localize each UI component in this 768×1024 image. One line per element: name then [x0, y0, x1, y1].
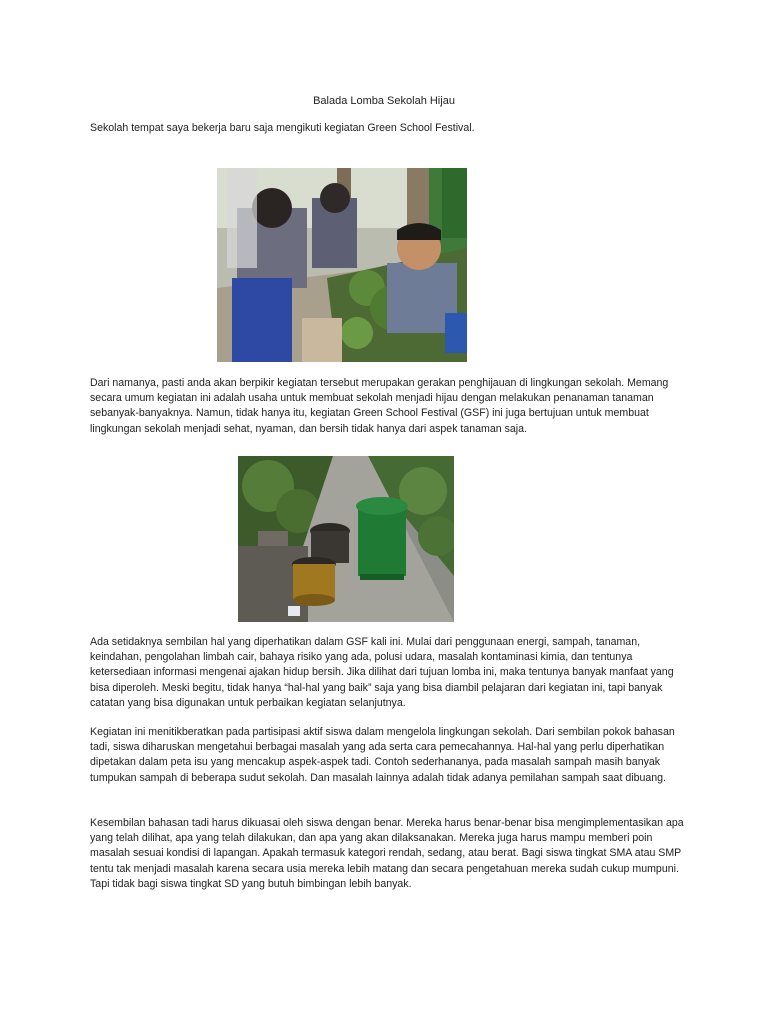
- students-planting-photo: [217, 168, 467, 362]
- paragraph-1: Dari namanya, pasti anda akan berpikir kegiatan tersebut merupakan gerakan penghijauan di lingkungan sekolah. Memang secara umum kegiatan ini adalah usaha untuk membuat sekolah menjadi hijau dengan melakukan penanaman tanaman sebanyak-banyaknya. Namun, tidak hanya itu, kegiatan Green School Festival (GSF) ini juga bertujuan untuk membuat lingkungan sekolah menjadi sehat, nyaman, dan bersih tidak hanya dari aspek tanaman saja.: [90, 377, 669, 435]
- paragraph-2: Ada setidaknya sembilan hal yang diperhatikan dalam GSF kali ini. Mulai dari penggunaan energi, sampah, tanaman, keindahan, pengolahan limbah cair, bahaya risiko yang ada, polusi udara, masalah kontaminasi kimia, dan tentunya ketersediaan informasi mengenai ajakan hidup bersih. Jika dilihat dari tujuan lomba ini, maka tentunya banyak manfaat yang bisa diperoleh. Meski begitu, tidak hanya “hal-hal yang baik” saja yang bisa diambil pelajaran dari kegiatan ini, tapi banyak catatan yang bisa digunakan untuk perbaikan kegiatan selanjutnya.: [90, 636, 674, 709]
- document-title: Balada Lomba Sekolah Hijau: [313, 95, 455, 107]
- paragraph-3: Kegiatan ini menitikberatkan pada partisipasi aktif siswa dalam mengelola lingkungan sekolah. Dari sembilan pokok bahasan tadi, siswa diharuskan mengetahui berbagai masalah yang ada serta cara pemecahannya. Hal-hal yang perlu diperhatikan dipetakan dalam peta isu yang mencakup aspek-aspek tadi. Contoh sederhananya, pada masalah sampah masih banyak tumpukan sampah di beberapa sudut sekolah. Dan masalah lainnya adalah tidak adanya pemilahan sampah saat dibuang.: [90, 726, 675, 784]
- paragraph-4: Kesembilan bahasan tadi harus dikuasai oleh siswa dengan benar. Mereka harus benar-benar bisa mengimplementasikan apa yang telah dilihat, apa yang telah dilakukan, dan apa yang akan dilaksanakan. Mereka juga harus mampu memberi poin masalah sesuai kondisi di lapangan. Apakah termasuk kategori rendah, sedang, atau berat. Bagi siswa tingkat SMA atau SMP tentu tak menjadi masalah karena secara usia mereka lebih matang dan secara pengetahuan mereka sudah cukup mumpuni. Tapi tidak bagi siswa tingkat SD yang butuh bimbingan lebih banyak.: [90, 817, 684, 890]
- intro-paragraph: Sekolah tempat saya bekerja baru saja mengikuti kegiatan Green School Festival.: [90, 122, 475, 134]
- trash-bins-photo: [238, 456, 454, 622]
